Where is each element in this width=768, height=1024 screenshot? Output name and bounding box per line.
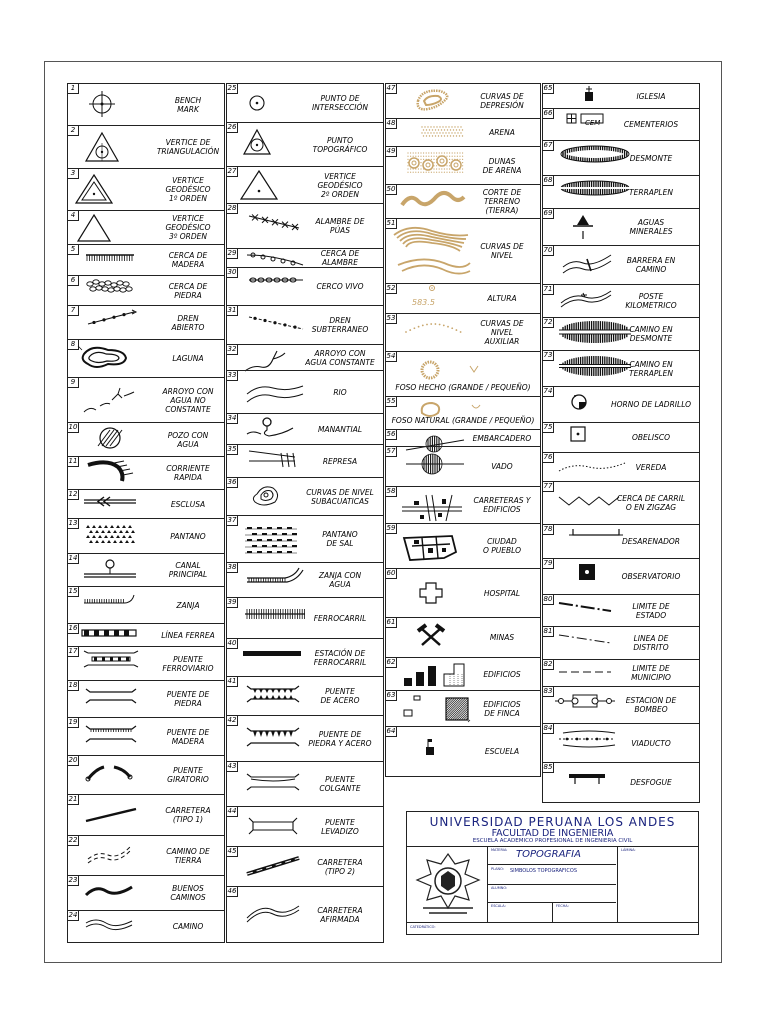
symbol-label: VEREDA [635, 462, 667, 472]
symbol-cell [385, 523, 541, 569]
symbol-cell [67, 83, 225, 126]
symbol-number: 77 [543, 482, 553, 490]
symbol-number: 8 [68, 340, 79, 350]
symbol-number: 29 [227, 249, 237, 257]
symbol-label: VERTICE DE TRIANGULACIÓN [156, 138, 220, 156]
symbol-number: 35 [227, 445, 237, 453]
symbol-number: 36 [227, 478, 237, 486]
symbol-cell [226, 122, 384, 167]
university-crest-icon [413, 850, 483, 918]
symbol-label: ARROYO CON AGUA CONSTANTE [305, 348, 375, 367]
symbol-label: OBSERVATORIO [621, 572, 681, 581]
escala-label: ESCALA: [491, 904, 506, 908]
symbol-number: 46 [227, 887, 237, 895]
symbol-label: ESTACION DE BOMBEO [625, 696, 677, 714]
symbol-label: PANTANO [170, 531, 206, 541]
symbol-number: 42 [227, 716, 237, 724]
symbol-cell [67, 835, 225, 876]
symbol-number: 47 [386, 84, 396, 92]
symbol-cell [542, 317, 700, 351]
symbol-number: 24 [68, 911, 78, 919]
symbol-number: 48 [386, 119, 396, 127]
symbol-number: 41 [227, 677, 237, 685]
symbol-label: CERCA DE MADERA [168, 251, 208, 269]
symbol-cell [67, 489, 225, 519]
symbol-label: CAMINO DE TIERRA [166, 846, 210, 865]
symbol-cell [226, 761, 384, 807]
symbol-number: 76 [543, 453, 553, 461]
symbol-number: 39 [227, 598, 237, 606]
symbol-cell [226, 444, 384, 478]
symbol-cell [385, 218, 541, 284]
plano-label: PLANO: [491, 867, 505, 871]
symbol-number: 11 [68, 457, 78, 465]
symbol-label: LAGUNA [172, 354, 204, 363]
symbol-cell [67, 275, 225, 306]
symbol-number: 40 [227, 639, 237, 647]
symbol-number: 10 [68, 423, 78, 431]
symbol-label: ESTACIÓN DE FERROCARRIL [313, 648, 367, 667]
symbol-cell [67, 305, 225, 340]
symbol-number: 82 [543, 660, 553, 668]
symbol-label: HOSPITAL [483, 588, 521, 598]
symbol-cell [542, 524, 700, 559]
symbol-label: AGUAS MINERALES [629, 218, 673, 236]
symbol-number: 13 [68, 519, 78, 527]
symbol-label: CURVAS DE DEPRESIÓN [480, 92, 524, 110]
symbol-cell [385, 446, 541, 487]
geodesic-vertex-3-icon [74, 213, 152, 243]
symbol-cell [226, 515, 384, 563]
symbol-label: PUENTE LEVADIZO [321, 817, 359, 836]
symbol-number: 44 [227, 807, 237, 815]
symbol-label: ESCUELA [484, 747, 520, 756]
symbol-label: LÍNEA FERREA [161, 630, 215, 640]
symbol-label: CORRIENTE RAPIDA [166, 464, 210, 482]
symbol-number: 60 [386, 569, 396, 577]
symbol-cell [542, 452, 700, 482]
symbol-number: 81 [543, 627, 553, 635]
symbol-number: 9 [68, 378, 79, 388]
symbol-cell [226, 83, 384, 123]
symbol-number: 64 [386, 727, 396, 735]
symbol-number: 56 [386, 430, 396, 438]
symbol-number: 62 [386, 658, 396, 666]
symbol-number: 54 [386, 352, 396, 360]
symbol-number: 31 [227, 306, 237, 314]
symbol-cell [226, 370, 384, 414]
catedratico-label: CATEDRÁTICO: [410, 925, 436, 929]
symbol-cell [67, 794, 225, 836]
symbol-label: VIADUCTO [631, 738, 671, 748]
wood-fence-icon [74, 247, 152, 277]
symbol-label: REPRESA [322, 456, 358, 466]
university-name: UNIVERSIDAD PERUANA LOS ANDES [429, 815, 676, 829]
symbol-label: ARENA [489, 128, 515, 137]
symbol-label: PUENTE COLGANTE [319, 775, 361, 793]
symbol-label: PUNTO DE INTERSECCIÓN [311, 94, 369, 112]
symbol-label: DREN SUBTERRANEO [311, 316, 369, 334]
symbol-label: CORTE DE TERRENO (TIERRA) [482, 188, 522, 215]
symbol-label: BUENOS CAMINOS [170, 884, 206, 902]
symbol-cell [226, 597, 384, 639]
symbol-number: 58 [386, 487, 396, 495]
symbol-cell [385, 486, 541, 524]
symbol-number: 7 [68, 306, 79, 316]
symbol-cell [385, 568, 541, 618]
symbol-number: 43 [227, 762, 237, 770]
symbol-number: 19 [68, 718, 78, 726]
symbol-cell [385, 83, 541, 119]
spot-height-value: 583.5 [412, 298, 435, 307]
symbol-number: 28 [227, 204, 237, 212]
symbol-cell [226, 846, 384, 887]
rapids-icon [74, 459, 152, 489]
stone-fence-icon [74, 278, 152, 308]
symbol-number: 33 [227, 371, 237, 379]
symbol-number: 1 [68, 84, 79, 94]
symbol-cell [226, 203, 384, 249]
symbol-number: 3 [68, 169, 79, 179]
symbol-number: 78 [543, 525, 553, 533]
symbol-number: 22 [68, 836, 78, 844]
symbol-label: PUENTE DE PIEDRA Y ACERO [308, 729, 372, 748]
symbol-label: OBELISCO [631, 433, 671, 442]
symbol-label: MANANTIAL [317, 424, 363, 434]
symbol-number: 20 [68, 756, 78, 764]
symbol-label: EDIFICIOS [483, 669, 521, 679]
symbol-cell [542, 108, 700, 141]
symbol-label: BENCH MARK [174, 95, 202, 114]
symbol-number: 59 [386, 524, 396, 532]
symbol-label: ALAMBRE DE PÚAS [315, 217, 365, 235]
symbol-label: VADO [491, 462, 513, 471]
symbol-label: PUENTE DE PIEDRA [166, 690, 210, 708]
symbol-cell [226, 166, 384, 204]
symbol-cell [542, 626, 700, 660]
symbol-number: 61 [386, 618, 396, 626]
symbol-cell [542, 386, 700, 423]
symbol-cell [542, 175, 700, 209]
symbol-number: 53 [386, 314, 396, 322]
symbol-cell [385, 429, 541, 447]
symbol-number: 15 [68, 587, 78, 595]
symbol-number: 73 [543, 351, 553, 359]
symbol-label: LIMITE DE ESTADO [632, 601, 670, 620]
symbol-label: CERCA DE CARRIL O EN ZIGZAG [616, 494, 686, 512]
school-name: ESCUELA ACADEMICO PROFESIONAL DE INGENIERIA CIVIL [472, 838, 633, 844]
good-roads-icon [74, 879, 152, 909]
symbol-number: 14 [68, 554, 78, 562]
symbol-number: 55 [386, 397, 396, 405]
symbol-number: 69 [543, 209, 553, 217]
symbol-label: LINEA DE DISTRITO [633, 634, 669, 652]
symbol-cell [67, 586, 225, 624]
symbol-label: VERTICE GEODÉSICO 1º ORDEN [165, 176, 211, 203]
symbol-label: ZANJA [176, 600, 200, 610]
symbol-label: ESCLUSA [170, 499, 206, 509]
open-drain-icon [74, 308, 152, 338]
symbol-cell [542, 686, 700, 724]
symbol-label: CARRETERAS Y EDIFICIOS [473, 496, 531, 514]
symbol-label: CAMINO EN TERRAPLEN [629, 359, 673, 378]
cemetery-tag: CEM [585, 119, 601, 127]
symbol-cell [226, 676, 384, 716]
symbol-number: 38 [227, 563, 237, 571]
symbol-number: 50 [386, 185, 396, 193]
symbol-label: FOSO NATURAL (GRANDE / PEQUEÑO) [391, 416, 535, 425]
symbol-label: RIO [333, 387, 347, 397]
symbol-number: 63 [386, 691, 396, 699]
symbol-number: 26 [227, 123, 237, 131]
symbol-label: VERTICE GEODÉSICO 3º ORDEN [165, 214, 211, 241]
symbol-label: ZANJA CON AGUA [318, 571, 362, 589]
symbol-label: LIMITE DE MUNICIPIO [631, 664, 671, 682]
symbol-cell [67, 646, 225, 681]
symbol-number: 70 [543, 246, 553, 254]
course-name: TOPOGRAFIA [516, 849, 581, 860]
symbol-cell [67, 456, 225, 490]
symbol-number: 34 [227, 414, 237, 422]
symbol-label: CERCA DE PIEDRA [168, 281, 208, 300]
alumno-label: ALUMNO: [491, 886, 508, 890]
railway-bridge-icon [74, 649, 152, 679]
symbol-cell [67, 168, 225, 211]
symbol-label: POZO CON AGUA [167, 430, 209, 449]
symbol-number: 85 [543, 763, 553, 771]
ditch-icon [74, 591, 152, 621]
symbol-number: 71 [543, 285, 553, 293]
symbol-cell [226, 562, 384, 598]
symbol-number: 51 [386, 219, 396, 227]
symbol-cell [226, 267, 384, 306]
symbol-label: ALTURA [487, 294, 517, 303]
symbol-cell [67, 717, 225, 756]
stone-bridge-icon [74, 685, 152, 715]
symbol-label: MINAS [489, 633, 515, 642]
symbol-number: 27 [227, 167, 237, 175]
symbol-cell [542, 140, 700, 176]
symbol-cell [226, 886, 384, 943]
symbol-number: 66 [543, 109, 553, 117]
symbol-cell [385, 617, 541, 658]
wood-bridge-icon [74, 722, 152, 752]
symbol-cell [67, 339, 225, 378]
symbol-label: EMBARCADERO [472, 433, 532, 443]
bench-mark-icon [74, 90, 152, 120]
symbol-label: CURVAS DE NIVEL AUXILIAR [480, 319, 524, 346]
symbol-label: CAMINO EN DESMONTE [629, 325, 673, 343]
symbol-number: 32 [227, 345, 237, 353]
symbol-cell [226, 806, 384, 847]
contour-lines-icon [392, 225, 478, 275]
symbol-label: DREN ABIERTO [171, 313, 205, 332]
symbol-cell [385, 396, 541, 430]
symbol-cell [226, 477, 384, 516]
symbol-cell [67, 377, 225, 423]
symbol-cell [67, 125, 225, 169]
symbol-label: CARRETERA (TIPO 2) [317, 857, 363, 876]
symbol-cell [226, 248, 384, 268]
symbol-number: 80 [543, 595, 553, 603]
triangulation-vertex-icon [74, 133, 152, 163]
symbol-number: 72 [543, 318, 553, 326]
symbol-cell [385, 690, 541, 727]
symbol-label: VERTICE GEODÉSICO 2º ORDEN [317, 171, 363, 199]
symbol-label: CEMENTERIOS [623, 120, 679, 129]
symbol-number: 74 [543, 387, 553, 395]
symbol-label: CERCO VIVO [316, 282, 364, 291]
symbol-number: 4 [68, 211, 79, 221]
symbol-cell [385, 283, 541, 314]
main-canal-icon [74, 556, 152, 586]
symbol-label: HORNO DE LADRILLO [610, 400, 692, 409]
symbol-cell [67, 623, 225, 647]
symbol-cell [67, 755, 225, 795]
intermittent-stream-icon [74, 386, 152, 416]
symbol-number: 21 [68, 795, 78, 803]
symbol-cell [542, 208, 700, 246]
symbol-cell [542, 659, 700, 687]
symbol-cell [385, 657, 541, 691]
symbol-label: CIUDAD O PUEBLO [482, 537, 522, 555]
symbol-number: 16 [68, 624, 78, 632]
symbol-number: 17 [68, 647, 78, 655]
symbol-label: CURVAS DE NIVEL [480, 242, 524, 260]
symbol-label: FOSO HECHO (GRANDE / PEQUEÑO) [395, 383, 531, 392]
road-icon [74, 913, 152, 943]
symbol-cell [67, 680, 225, 718]
symbol-cell [542, 723, 700, 763]
symbol-cell [542, 350, 700, 387]
water-well-icon [74, 425, 152, 455]
symbol-cell [67, 244, 225, 276]
symbol-number: 79 [543, 559, 553, 567]
symbol-cell [385, 313, 541, 352]
symbol-cell [542, 481, 700, 525]
symbol-label: DESFOGUE [630, 778, 672, 787]
symbol-number: 84 [543, 724, 553, 732]
symbol-label: PUENTE GIRATORIO [167, 766, 209, 784]
symbol-label: CAMINO [172, 922, 204, 931]
symbol-label: ARROYO CON AGUA NO CONSTANTE [162, 386, 214, 414]
symbol-number: 67 [543, 141, 553, 149]
symbol-cell [67, 422, 225, 457]
symbol-number: 75 [543, 423, 553, 431]
faculty-name: FACULTAD DE INGENIERIA [491, 828, 614, 839]
swing-bridge-icon [74, 761, 152, 791]
symbol-cell [542, 762, 700, 803]
symbol-number: 6 [68, 276, 79, 286]
symbol-label: CARRETERA (TIPO 1) [165, 806, 211, 824]
symbol-label: PUENTE DE ACERO [320, 687, 360, 705]
symbol-cell [67, 910, 225, 943]
symbol-number: 49 [386, 147, 396, 155]
symbol-cell [542, 558, 700, 595]
symbol-cell [67, 210, 225, 245]
symbol-cell [226, 715, 384, 762]
symbol-cell [67, 518, 225, 554]
geodesic-vertex-1-icon [74, 175, 152, 205]
symbol-cell [542, 284, 700, 318]
symbol-number: 18 [68, 681, 78, 689]
symbol-number: 37 [227, 516, 237, 524]
symbol-cell [385, 118, 541, 147]
symbol-number: 23 [68, 876, 78, 884]
symbol-number: 25 [227, 84, 237, 92]
symbol-label: TERRAPLEN [629, 187, 673, 197]
symbol-number: 52 [386, 284, 396, 292]
symbol-number: 12 [68, 490, 78, 498]
symbol-cell [226, 305, 384, 345]
symbol-label: CERCA DE ALAMBRE [320, 249, 360, 267]
symbol-label: IGLESIA [636, 91, 666, 101]
symbol-cell [67, 553, 225, 587]
symbol-label: CURVAS DE NIVEL SUBACUATICAS [306, 487, 374, 506]
symbol-number: 45 [227, 847, 237, 855]
highway-type1-icon [74, 801, 152, 831]
sheet-title: SIMBOLOS TOPOGRAFICOS [510, 868, 578, 874]
symbol-cell [226, 344, 384, 371]
symbol-label: PUNTO TOPOGRÁFICO [312, 135, 368, 154]
symbol-cell [385, 726, 541, 777]
symbol-label: POSTE KILOMETRICO [625, 292, 677, 310]
symbol-number: 5 [68, 245, 79, 255]
symbol-cell [385, 351, 541, 397]
lagoon-icon [74, 344, 152, 374]
symbol-number: 65 [543, 84, 553, 92]
dirt-road-icon [74, 841, 152, 871]
symbol-label: PUENTE FERROVIARIO [162, 654, 214, 673]
symbol-label: CARRETERA AFIRMADA [317, 905, 363, 924]
symbol-label: DESMONTE [629, 153, 673, 163]
symbol-cell [226, 413, 384, 445]
symbol-cell [385, 146, 541, 185]
swamp-icon [74, 522, 152, 552]
symbol-label: FERROCARRIL [313, 613, 367, 623]
symbol-cell [542, 83, 700, 109]
symbol-cell [226, 638, 384, 677]
symbol-number: 2 [68, 126, 79, 136]
materia-label: MATERIA: [491, 848, 508, 852]
symbol-label: DESARENADOR [622, 537, 680, 546]
symbol-number: 57 [386, 447, 396, 455]
symbol-cell [542, 245, 700, 285]
symbol-label: EDIFICIOS DE FINCA [483, 699, 521, 718]
symbol-label: CANAL PRINCIPAL [168, 561, 208, 579]
symbol-number: 83 [543, 687, 553, 695]
symbol-cell [542, 422, 700, 453]
symbol-label: PUENTE DE MADERA [166, 727, 210, 746]
symbol-cell [67, 875, 225, 911]
lamina-label: LÁMINA: [621, 848, 636, 852]
symbol-label: PANTANO DE SAL [322, 530, 358, 548]
symbol-cell [385, 184, 541, 219]
symbol-label: BARRERA EN CAMINO [626, 256, 676, 274]
fecha-label: FECHA: [556, 904, 569, 908]
symbol-cell [542, 594, 700, 627]
symbol-label: DUNAS DE ARENA [482, 156, 522, 175]
symbol-number: 30 [227, 268, 237, 276]
symbol-number: 68 [543, 176, 553, 184]
